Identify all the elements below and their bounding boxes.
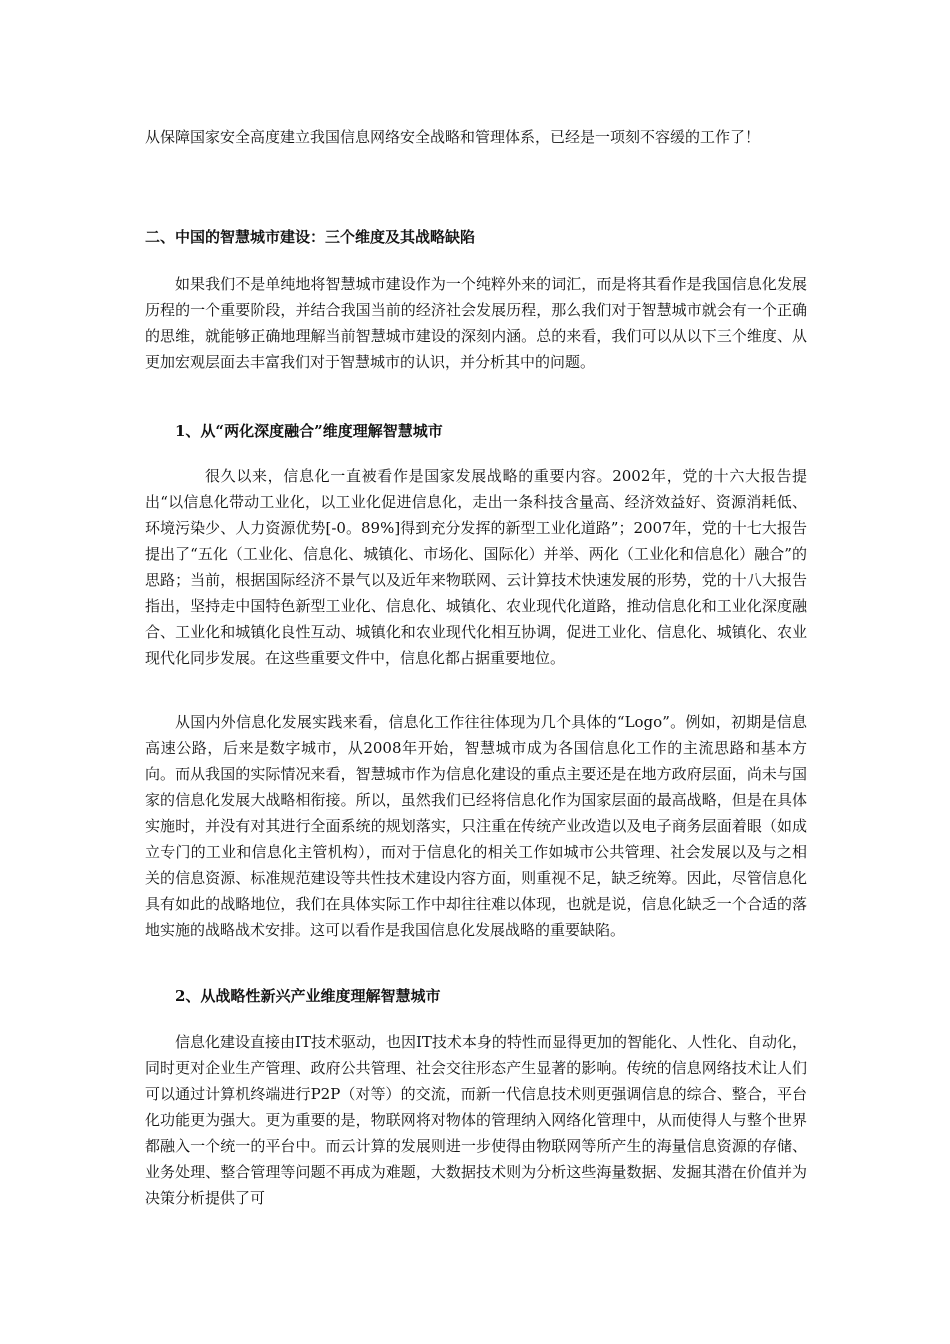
intro-paragraph: 从保障国家安全高度建立我国信息网络安全战略和管理体系，已经是一项刻不容缓的工作了！ — [145, 128, 761, 146]
section-intro-paragraph: 如果我们不是单纯地将智慧城市建设作为一个纯粹外来的词汇，而是将其看作是我国信息化发展历程的一个重要阶段，并结合我国当前的经济社会发展历程，那么我们对于智慧城市就会有一个正确的思维，就能够正确地理解当前智慧城市建设的深刻内涵。总的来看，我们可以从以下三个维度、从更加宏观层面去丰富我们对于智慧城市的认识，并分析其中的问题。 — [145, 275, 807, 371]
subheading-2: 2、从战略性新兴产业维度理解智慧城市 — [175, 987, 441, 1005]
paragraph-2a: 信息化建设直接由IT技术驱动，也因IT技术本身的特性而显得更加的智能化、人性化、自动化，同时更对企业生产管理、政府公共管理、社会交往形态产生显著的影响。传统的信息网络技术让人们可以通过计算机终端进行P2P（对等）的交流，而新一代信息技术则更强调信息的综合、整合，平台化功能更为强大。更为重要的是，物联网将对物体的管理纳入网络化管理中，从而使得人与整个世界都融入一个统一的平台中。而云计算的发展则进一步使得由物联网等所产生的海量信息资源的存储、业务处理、整合管理等问题不再成为难题，大数据技术则为分析这些海量数据、发掘其潜在价值并为决策分析提供了可 — [145, 1033, 807, 1207]
paragraph-1b: 从国内外信息化发展实践来看，信息化工作往往体现为几个具体的“Logo”。例如，初期是信息高速公路，后来是数字城市，从2008年开始，智慧城市成为各国信息化工作的主流思路和基本方向。而从我国的实际情况来看，智慧城市作为信息化建设的重点主要还是在地方政府层面，尚未与国家的信息化发展大战略相衔接。所以，虽然我们已经将信息化作为国家层面的最高战略，但是在具体实施时，并没有对其进行全面系统的规划落实，只注重在传统产业改造以及电子商务层面着眼（如成立专门的工业和信息化主管机构），而对于信息化的相关工作如城市公共管理、社会发展以及与之相关的信息资源、标准规范建设等共性技术建设内容方面，则重视不足，缺乏统筹。因此，尽管信息化具有如此的战略地位，我们在具体实际工作中却往往难以体现，也就是说，信息化缺乏一个合适的落地实施的战略战术安排。这可以看作是我国信息化发展战略的重要缺陷。 — [145, 713, 807, 939]
subheading-1: 1、从“两化深度融合”维度理解智慧城市 — [175, 422, 443, 440]
section-heading: 二、中国的智慧城市建设：三个维度及其战略缺陷 — [145, 228, 476, 246]
paragraph-1a: 很久以来，信息化一直被看作是国家发展战略的重要内容。2002年，党的十六大报告提出“以信息化带动工业化，以工业化促进信息化，走出一条科技含量高、经济效益好、资源消耗低、环境污染少、人力资源优势[-0。89%]得到充分发挥的新型工业化道路”；2007年，党的十七大报告提出了“五化（工业化、信息化、城镇化、市场化、国际化）并举、两化（工业化和信息化）融合”的思路；当前，根据国际经济不景气以及近年来物联网、云计算技术快速发展的形势，党的十八大报告指出，坚持走中国特色新型工业化、信息化、城镇化、农业现代化道路，推动信息化和工业化深度融合、工业化和城镇化良性互动、城镇化和农业现代化相互协调，促进工业化、信息化、城镇化、农业现代化同步发展。在这些重要文件中，信息化都占据重要地位。 — [145, 467, 807, 667]
